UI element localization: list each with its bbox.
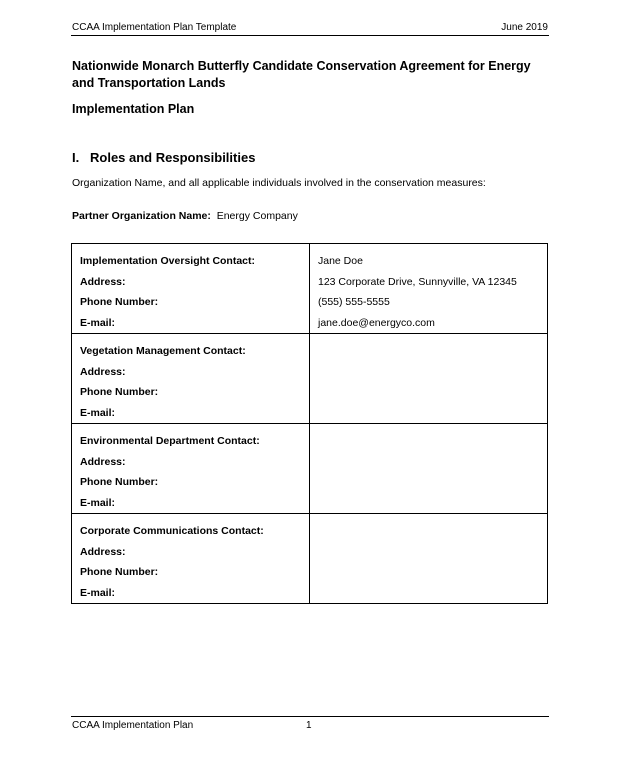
contact-address: [318, 452, 538, 473]
phone-label: Phone Number:: [80, 476, 159, 488]
page-number: 1: [306, 720, 312, 731]
contact-address: [318, 362, 538, 383]
contact-name: [318, 341, 538, 362]
address-label: Address:: [80, 455, 126, 468]
contact-email: jane.doe@energyco.com: [318, 316, 435, 329]
contact-email: [318, 583, 538, 604]
contact-address: 123 Corporate Drive, Sunnyville, VA 12345: [318, 275, 517, 288]
contact-role: Environmental Department Contact:: [80, 435, 260, 447]
address-label: Address:: [80, 365, 126, 378]
contact-labels-cell: [72, 424, 310, 514]
contact-role: Vegetation Management Contact:: [80, 345, 246, 357]
contacts-table: [71, 243, 548, 604]
header-date: June 2019: [501, 22, 548, 33]
contact-email: [318, 493, 538, 514]
contact-name: [318, 431, 538, 452]
contact-row: [72, 514, 548, 604]
address-label: Address:: [80, 545, 126, 558]
contact-name: Jane Doe: [318, 255, 363, 267]
contact-labels-cell: [72, 244, 310, 334]
document-title: Nationwide Monarch Butterfly Candidate Conservation Agreement for Energy and Transportation Lands: [72, 59, 531, 90]
contact-labels-cell: [72, 334, 310, 424]
contact-row: [72, 334, 548, 424]
contact-phone: [318, 562, 538, 583]
contact-phone: [318, 382, 538, 403]
partner-value: Energy Company: [216, 210, 298, 222]
contact-name: [318, 521, 538, 542]
contact-row: [72, 424, 548, 514]
contact-address: [318, 542, 538, 563]
email-label: E-mail:: [80, 496, 116, 509]
footer-divider: [71, 716, 549, 717]
phone-label: Phone Number:: [80, 296, 159, 308]
header-divider: [71, 35, 549, 36]
header-doc-title: CCAA Implementation Plan Template: [72, 22, 237, 33]
section-intro: Organization Name, and all applicable individuals involved in the conservation measures:: [72, 177, 486, 189]
contact-values-cell: [310, 514, 548, 604]
section-heading: [72, 150, 255, 165]
partner-organization: [72, 210, 298, 222]
contact-values-cell: [310, 334, 548, 424]
phone-label: Phone Number:: [80, 566, 159, 578]
contact-values-cell: [310, 244, 548, 334]
footer-doc-title: CCAA Implementation Plan: [72, 720, 194, 731]
section-title: Roles and Responsibilities: [90, 150, 256, 165]
contact-phone: (555) 555-5555: [318, 296, 390, 308]
contact-email: [318, 403, 538, 424]
phone-label: Phone Number:: [80, 386, 159, 398]
email-label: E-mail:: [80, 586, 116, 599]
contact-phone: [318, 472, 538, 493]
address-label: Address:: [80, 275, 126, 288]
email-label: E-mail:: [80, 406, 116, 419]
contact-values-cell: [310, 424, 548, 514]
contact-labels-cell: [72, 514, 310, 604]
email-label: E-mail:: [80, 316, 116, 329]
contact-role: Corporate Communications Contact:: [80, 525, 264, 537]
section-number: I.: [72, 150, 80, 165]
contact-role: Implementation Oversight Contact:: [80, 255, 256, 267]
document-subtitle: Implementation Plan: [72, 102, 195, 116]
partner-label: Partner Organization Name:: [72, 210, 211, 222]
contact-row: [72, 244, 548, 334]
